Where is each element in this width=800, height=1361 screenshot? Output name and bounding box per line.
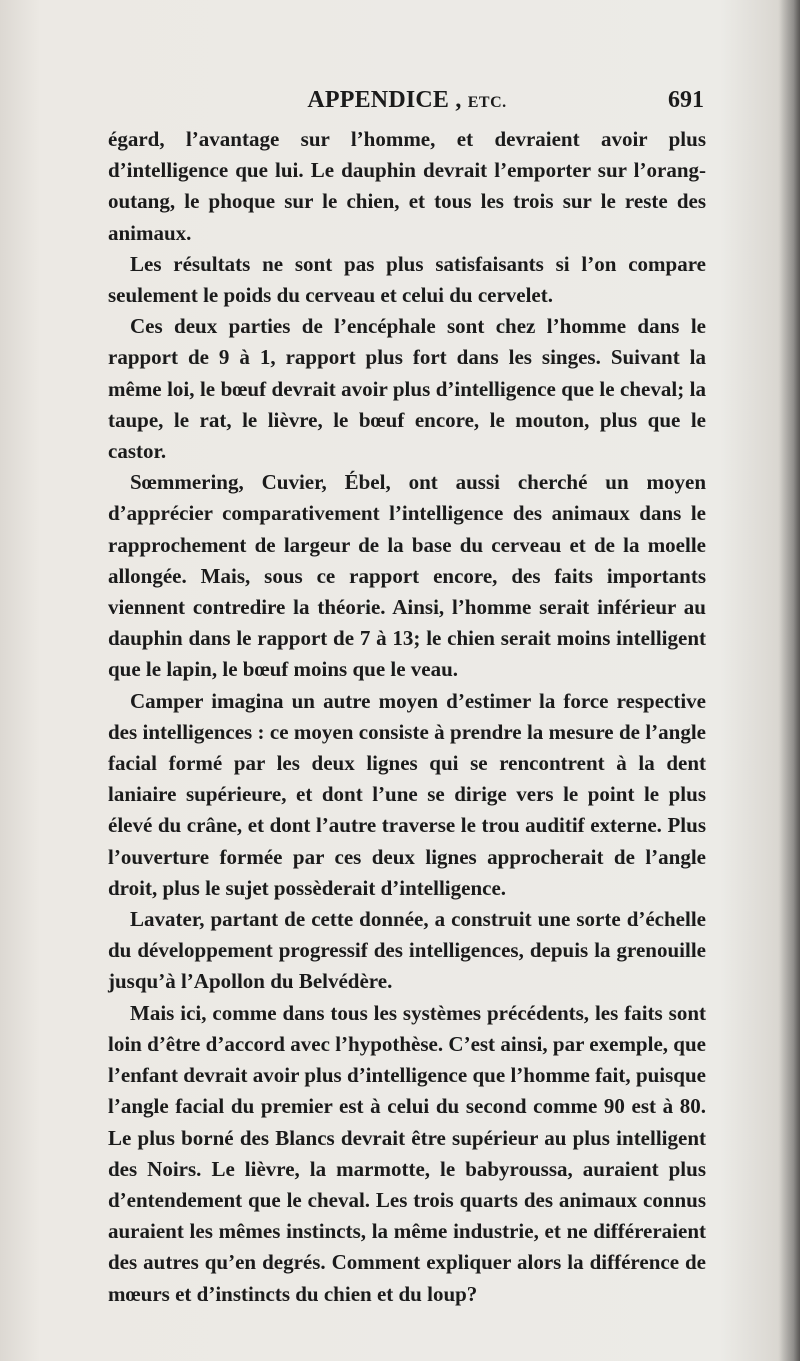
body-text [108, 124, 706, 1310]
running-title-text: APPENDICE , [307, 87, 462, 113]
paragraph: Les résultats ne sont pas plus satisfaisants si l’on compare seulement le poids du cerveau et celui du cervelet. [108, 251, 706, 308]
paragraph: égard, l’avantage sur l’homme, et devraient avoir plus d’intelligence que lui. Le dauphin devrait l’emporter sur l’orang-outang, le phoque sur le chien, et tous les trois sur le reste des animaux. [108, 127, 706, 245]
paragraph: Lavater, partant de cette donnée, a construit une sorte d’échelle du développement progressif des intelligences, depuis la grenouille jusqu’à l’Apollon du Belvédère. [108, 907, 706, 994]
running-title-etc: ETC. [467, 94, 507, 111]
page-number: 691 [668, 87, 704, 113]
running-head [108, 83, 706, 117]
paragraph: Mais ici, comme dans tous les systèmes précédents, les faits sont loin d’être d’accord avec l’hypothèse. C’est ainsi, par exemple, que l’enfant devrait avoir plus d’intelligence que l’homme fait, puisque l’angle facial du premier est à celui du second comme 90 est à 80. Le plus borné des Blancs devrait être supérieur au plus intelligent des Noirs. Le lièvre, la marmotte, le babyroussa, auraient plus d’entendement que le cheval. Les trois quarts des animaux connus auraient les mêmes instincts, la même industrie, et ne différeraient des autres qu’en degrés. Comment expliquer alors la différence de mœurs et d’instincts du chien et du loup? [108, 1000, 706, 1306]
paragraph: Ces deux parties de l’encéphale sont chez l’homme dans le rapport de 9 à 1, rapport plus fort dans les singes. Suivant la même loi, le bœuf devrait avoir plus d’intelligence que le cheval; la taupe, le rat, le lièvre, le bœuf encore, le mouton, plus que le castor. [108, 314, 706, 464]
paragraph: Camper imagina un autre moyen d’estimer la force respective des intelligences : ce moyen consiste à prendre la mesure de l’angle facial formé par les deux lignes qui se rencontrent à la dent laniaire supérieure, et dont l’une se dirige vers le point le plus élevé du crâne, et dont l’autre traverse le trou auditif externe. Plus l’ouverture formée par ces deux lignes approcherait de l’angle droit, plus le sujet possèderait d’intelligence. [108, 688, 706, 900]
paragraph: Sœmmering, Cuvier, Ébel, ont aussi cherché un moyen d’apprécier comparativement l’intelligence des animaux dans le rapprochement de largeur de la base du cerveau et de la moelle allongée. Mais, sous ce rapport encore, des faits importants viennent contredire la théorie. Ainsi, l’homme serait inférieur au dauphin dans le rapport de 7 à 13; le chien serait moins intelligent que le lapin, le bœuf moins que le veau. [108, 470, 706, 682]
running-title [108, 83, 706, 120]
